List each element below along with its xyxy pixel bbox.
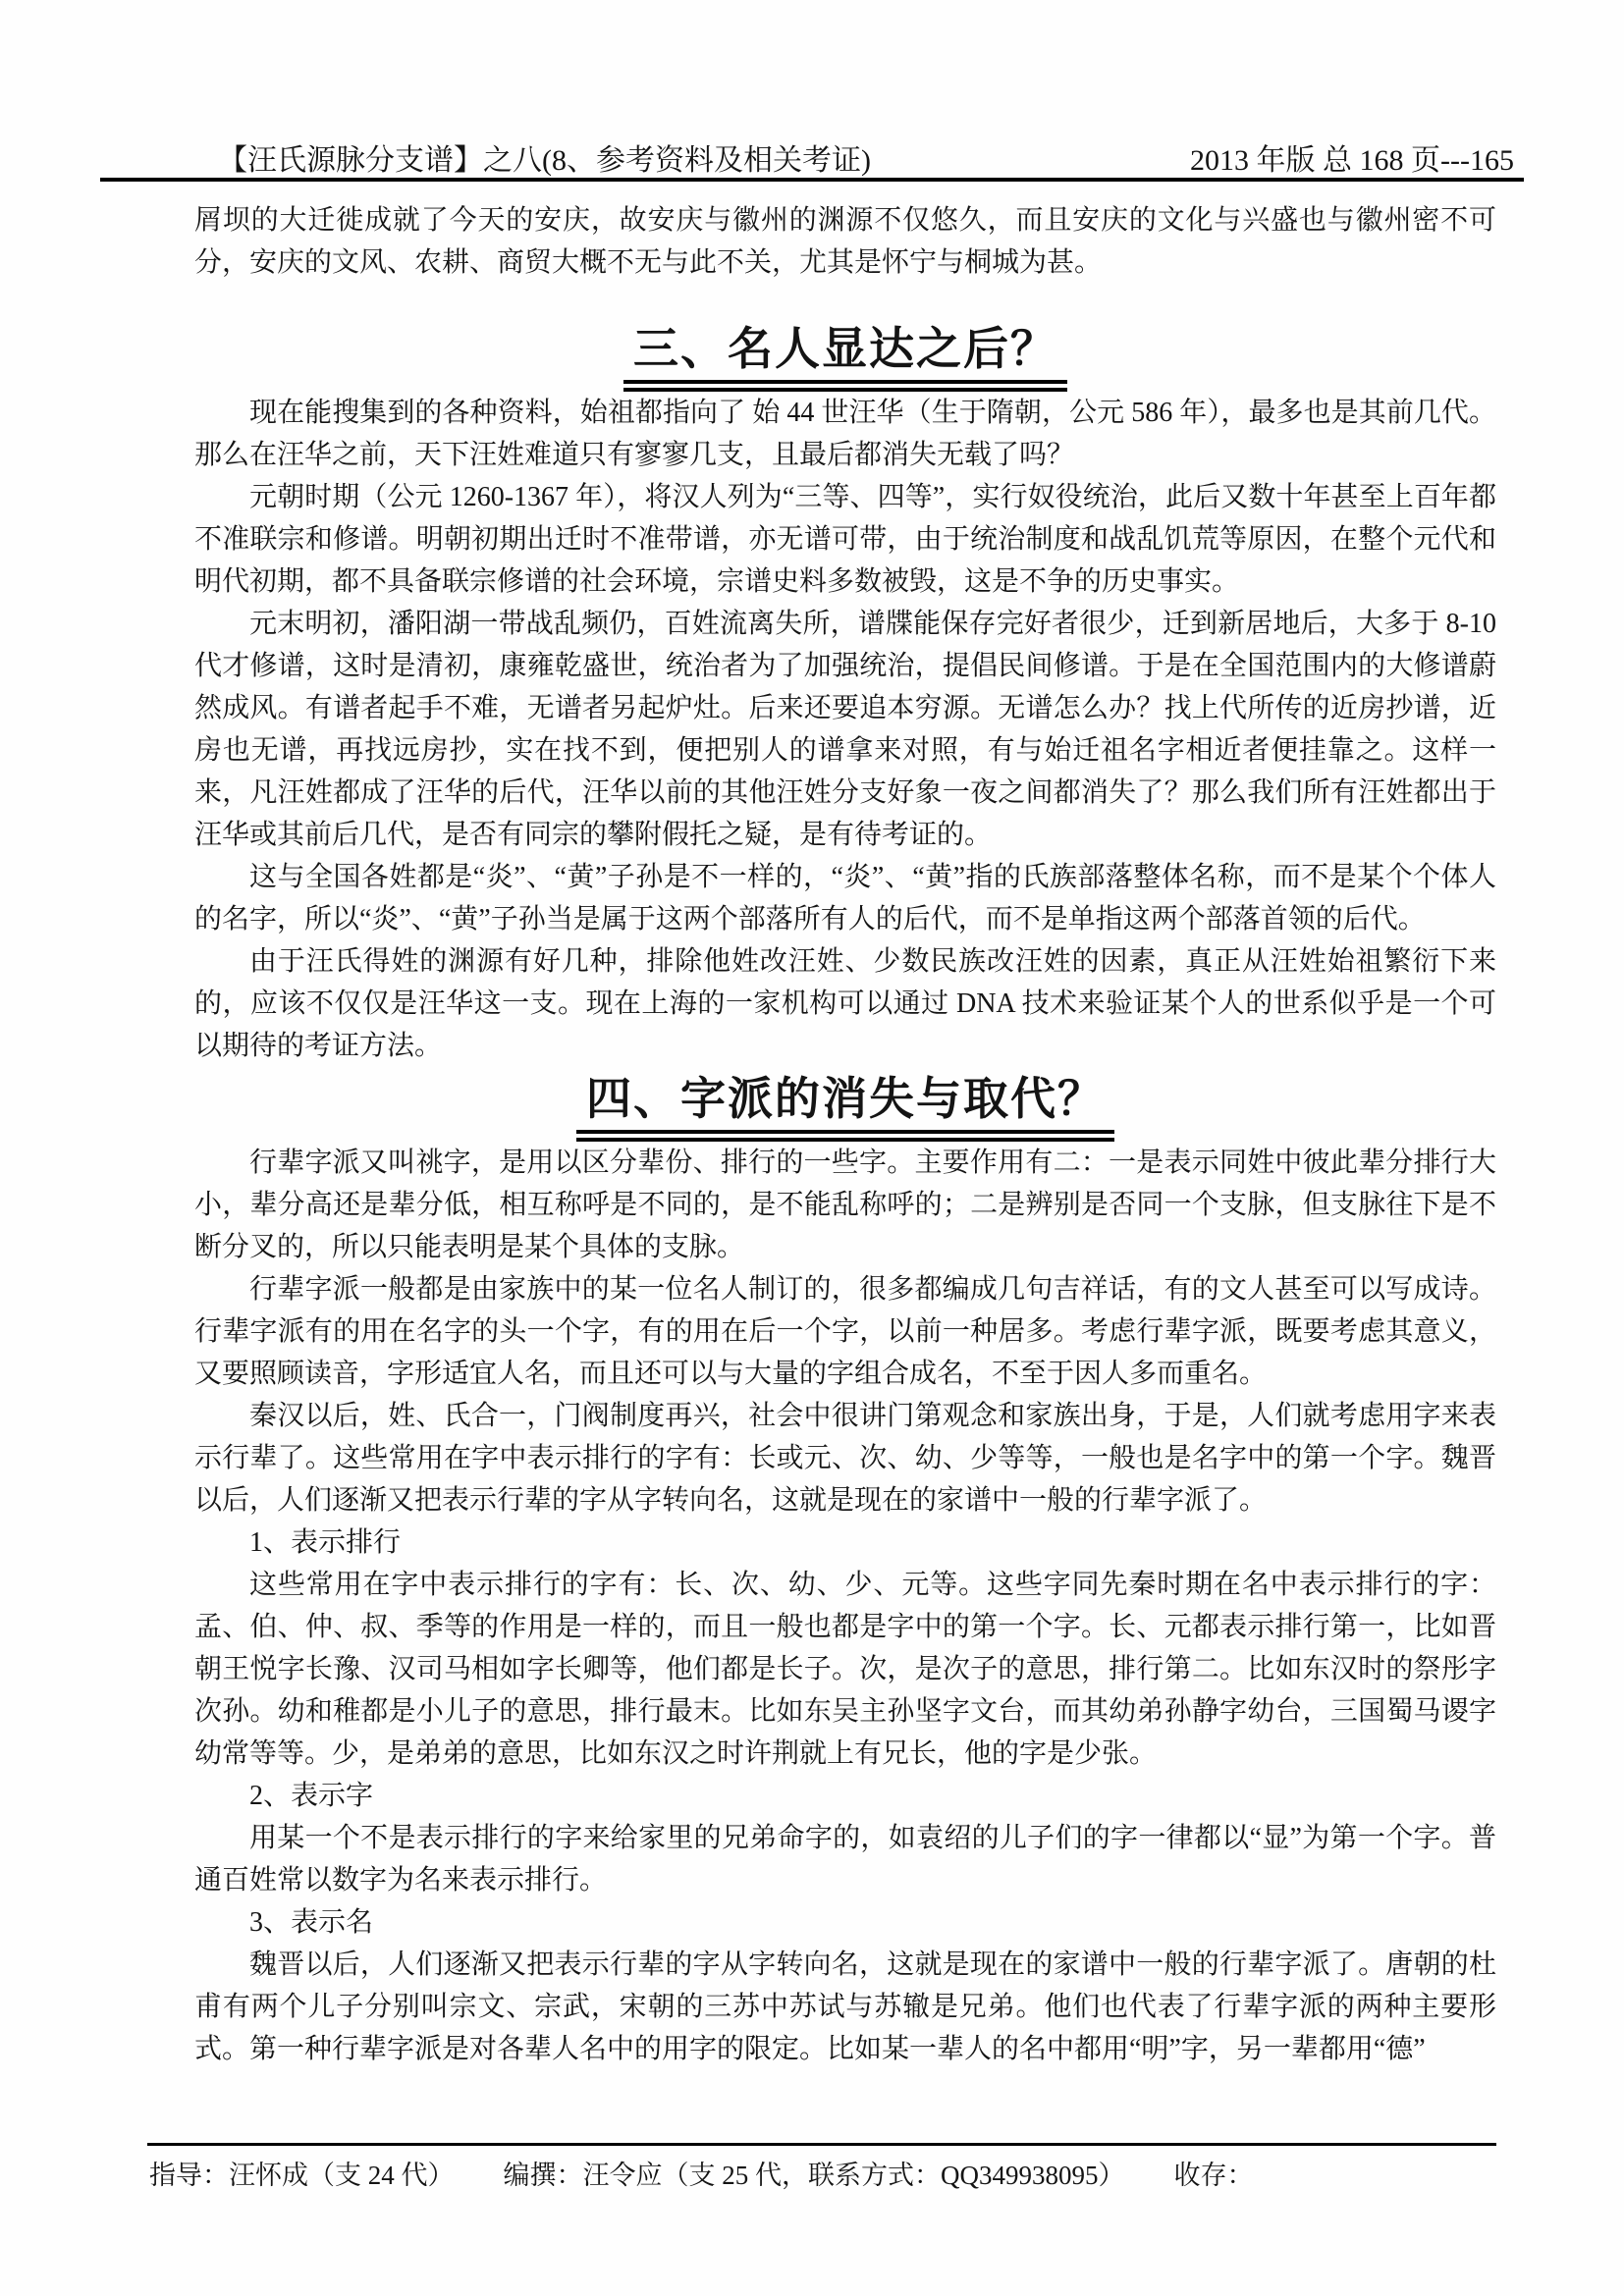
document-body [194, 199, 1496, 2070]
header-divider [100, 178, 1524, 182]
section3-paragraph-1: 现在能搜集到的各种资料，始祖都指向了 始 44 世汪华（生于隋朝，公元 586 年），最多也是其前几代。那么在汪华之前，天下汪姓难道只有寥寥几支，且最后都消失无载了吗？ [194, 398, 1496, 470]
header-booklet-title: 【汪氏源脉分支谱】之八(8、参考资料及相关考证) [218, 144, 871, 177]
section4-sub3-paragraph: 魏晋以后，人们逐渐又把表示行辈的字从字转向名，这就是现在的家谱中一般的行辈字派了。唐朝的杜甫有两个儿子分别叫宗文、宗武，宋朝的三苏中苏试与苏辙是兄弟。他们也代表了行辈字派的两种主要形式。第一种行辈字派是对各辈人名中的用字的限定。比如某一辈人的名中都用“明”字，另一辈都用“德” [194, 1949, 1496, 2064]
section3-heading: 三、名人显达之后？ [623, 323, 1067, 392]
section3-paragraph-2: 元朝时期（公元 1260-1367 年），将汉人列为“三等、四等”，实行奴役统治，此后又数十年甚至上百年都不准联宗和修谱。明朝初期出迁时不准带谱，亦无谱可带，由于统治制度和战乱饥荒等原因，在整个元代和明代初期，都不具备联宗修谱的社会环境，宗谱史料多数被毁，这是不争的历史事实。 [194, 482, 1496, 597]
section4-sub1-paragraph: 这些常用在字中表示排行的字有：长、次、幼、少、元等。这些字同先秦时期在名中表示排行的字：孟、伯、仲、叔、季等的作用是一样的，而且一般也都是字中的第一个字。长、元都表示排行第一，比如晋朝王悦字长豫、汉司马相如字长卿等，他们都是长子。次，是次子的意思，排行第二。比如东汉时的祭彤字次孙。幼和稚都是小儿子的意思，排行最末。比如东吴主孙坚字文台，而其幼弟孙静字幼台，三国蜀马谡字幼常等等。少，是弟弟的意思，比如东汉之时许荆就上有兄长，他的字是少张。 [194, 1570, 1496, 1769]
footer-advisor: 指导：汪怀成（支 24 代） [149, 2161, 455, 2190]
footer-keeper: 收存： [1173, 2161, 1254, 2190]
section3-paragraph-5: 由于汪氏得姓的渊源有好几种，排除他姓改汪姓、少数民族改汪姓的因素，真正从汪姓始祖繁衍下来的，应该不仅仅是汪华这一支。现在上海的一家机构可以通过 DNA 技术来验证某个人的世系似乎是一个可以期待的考证方法。 [194, 946, 1496, 1061]
section4-paragraph-3: 秦汉以后，姓、氏合一，门阀制度再兴，社会中很讲门第观念和家族出身，于是，人们就考虑用字来表示行辈了。这些常用在字中表示排行的字有：长或元、次、幼、少等等，一般也是名字中的第一个字。魏晋以后，人们逐渐又把表示行辈的字从字转向名，这就是现在的家谱中一般的行辈字派了。 [194, 1401, 1496, 1516]
page-header [218, 135, 1514, 179]
page-footer [149, 2154, 1254, 2192]
section4-paragraph-1: 行辈字派又叫祧字，是用以区分辈份、排行的一些字。主要作用有二：一是表示同姓中彼此辈分排行大小，辈分高还是辈分低，相互称呼是不同的，是不能乱称呼的；二是辨别是否同一个支脉，但支脉往下是不断分叉的，所以只能表明是某个具体的支脉。 [194, 1148, 1496, 1262]
header-edition-page-info: 2013 年版 总 168 页---165 [1190, 144, 1514, 177]
section4-subheading-3: 3、表示名 [249, 1907, 374, 1938]
section4-sub2-paragraph: 用某一个不是表示排行的字来给家里的兄弟命字的，如袁绍的儿子们的字一律都以“显”为第一个字。普通百姓常以数字为名来表示排行。 [194, 1823, 1496, 1896]
section3-paragraph-3: 元末明初，潘阳湖一带战乱频仍，百姓流离失所，谱牒能保存完好者很少，迁到新居地后，大多于 8-10 代才修谱，这时是清初，康雍乾盛世，统治者为了加强统治，提倡民间修谱。于是在全国范围内的大修谱蔚然成风。有谱者起手不难，无谱者另起炉灶。后来还要追本穷源。无谱怎么办？找上代所传的近房抄谱，近房也无谱，再找远房抄，实在找不到，便把别人的谱拿来对照，有与始迁祖名字相近者便挂靠之。这样一来，凡汪姓都成了汪华的后代，汪华以前的其他汪姓分支好象一夜之间都消失了？那么我们所有汪姓都出于汪华或其前后几代，是否有同宗的攀附假托之疑，是有待考证的。 [194, 609, 1496, 850]
section4-subheading-1: 1、表示排行 [249, 1527, 402, 1558]
footer-divider [147, 2143, 1496, 2146]
section4-heading: 四、字派的消失与取代？ [576, 1073, 1114, 1142]
footer-editor: 编撰：汪令应（支 25 代，联系方式：QQ349938095） [503, 2161, 1125, 2190]
section4-subheading-2: 2、表示字 [249, 1781, 374, 1811]
section3-paragraph-4: 这与全国各姓都是“炎”、“黄”子孙是不一样的，“炎”、“黄”指的氏族部落整体名称，而不是某个个体人的名字，所以“炎”、“黄”子孙当是属于这两个部落所有人的后代，而不是单指这两个部落首领的后代。 [194, 862, 1496, 934]
intro-paragraph: 屑坝的大迁徙成就了今天的安庆，故安庆与徽州的渊源不仅悠久，而且安庆的文化与兴盛也与徽州密不可分，安庆的文风、农耕、商贸大概不无与此不关，尤其是怀宁与桐城为甚。 [194, 205, 1496, 278]
section4-paragraph-2: 行辈字派一般都是由家族中的某一位名人制订的，很多都编成几句吉祥话，有的文人甚至可以写成诗。行辈字派有的用在名字的头一个字，有的用在后一个字，以前一种居多。考虑行辈字派，既要考虑其意义，又要照顾读音，字形适宜人名，而且还可以与大量的字组合成名，不至于因人多而重名。 [194, 1274, 1496, 1389]
